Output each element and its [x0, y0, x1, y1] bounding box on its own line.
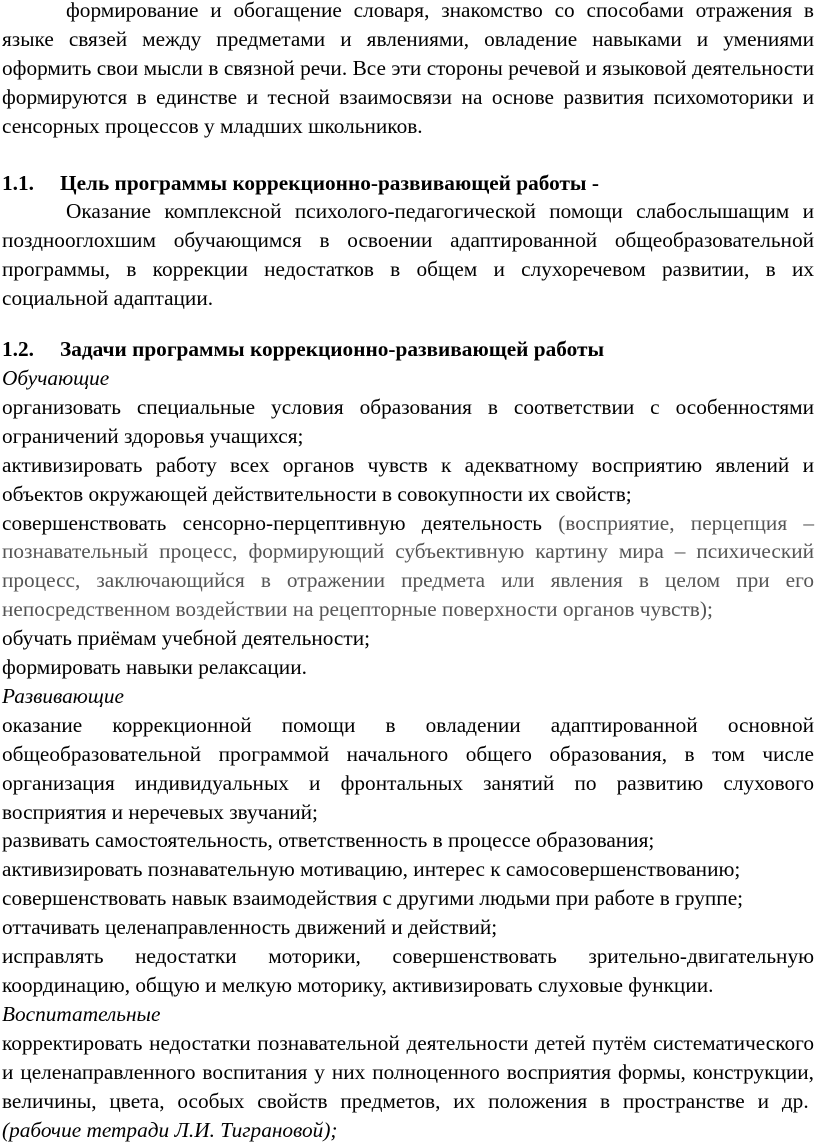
- list-item: активизировать познавательную мотивацию, интерес к самосовершенствованию;: [2, 857, 741, 882]
- list-item: формировать навыки релаксации.: [2, 655, 307, 680]
- section-title: Цель программы коррекционно-развивающей работы -: [60, 170, 599, 195]
- list-item-educational: [2, 1029, 814, 1144]
- section-title: Задачи программы коррекционно-развивающей работы: [60, 337, 605, 362]
- section-number: 1.2.: [2, 337, 34, 362]
- list-item: развивать самостоятельность, ответственность в процессе образования;: [2, 828, 655, 853]
- list-item: исправлять недостатки моторики, совершенствовать зрительно-двигательную координацию, общую и мелкую моторику, активизировать слуховые функции.: [2, 944, 814, 997]
- subheading-educational: Воспитательные: [2, 1001, 161, 1026]
- list-item: организовать специальные условия образования в соответствии с особенностями ограничений здоровья учащихся;: [2, 394, 814, 448]
- list-item: совершенствовать навык взаимодействия с другими людьми при работе в группе;: [2, 886, 744, 911]
- list-item-main: корректировать недостатки познавательной деятельности детей путём систематического и целенаправленного воспитания у них полноценного восприятия формы, конструкции, величины, цвета, особых свойств предметов, их положения в пространстве и др.: [2, 1030, 814, 1113]
- list-item-main: совершенствовать сенсорно-перцептивную деятельность: [2, 510, 542, 535]
- list-item-note: (восприятие, перцепция – познавательный процесс, формирующий субъективную картину мира – психический процесс, заключающийся в отражении предмета или явления в целом при его непосредственном воздействии на рецепторные поверхности органов чувств);: [2, 510, 814, 622]
- list-item-perceptual: [2, 509, 814, 625]
- list-item: обучать приёмам учебной деятельности;: [2, 626, 371, 651]
- section-heading-goal: [2, 169, 814, 198]
- list-item: оттачивать целенаправленность движений и действий;: [2, 915, 498, 940]
- subheading-teaching: Обучающие: [2, 365, 110, 390]
- list-item: оказание коррекционной помощи в овладении адаптированной основной общеобразовательной программой начального общего образования, в том числе организация индивидуальных и фронтальных занятий по развитию слухового восприятия и неречевых звучаний;: [2, 712, 814, 824]
- section-heading-tasks: [2, 335, 814, 364]
- intro-paragraph: формирование и обогащение словаря, знакомство со способами отражения в языке связей между предметами и явлениями, овладение навыками и умениями оформить свои мысли в связной речи. Все эти стороны речевой и языковой деятельности формируются в единстве и тесной взаимосвязи на основе развития психомоторики и сенсорных процессов у младших школьников.: [2, 0, 814, 138]
- section-number: 1.1.: [2, 170, 34, 195]
- workbook-reference: (рабочие тетради Л.И. Тиграновой);: [2, 1117, 338, 1142]
- list-item: активизировать работу всех органов чувств к адекватному восприятию явлений и объектов окружающей действительности в совокупности их свойств;: [2, 452, 814, 506]
- goal-paragraph: Оказание комплексной психолого-педагогической помощи слабослышащим и позднооглохшим обучающимся в освоении адаптированной общеобразовательной программы, в коррекции недостатков в общем и слухоречевом развитии, в их социальной адаптации.: [2, 199, 814, 311]
- subheading-developing: Развивающие: [2, 683, 124, 708]
